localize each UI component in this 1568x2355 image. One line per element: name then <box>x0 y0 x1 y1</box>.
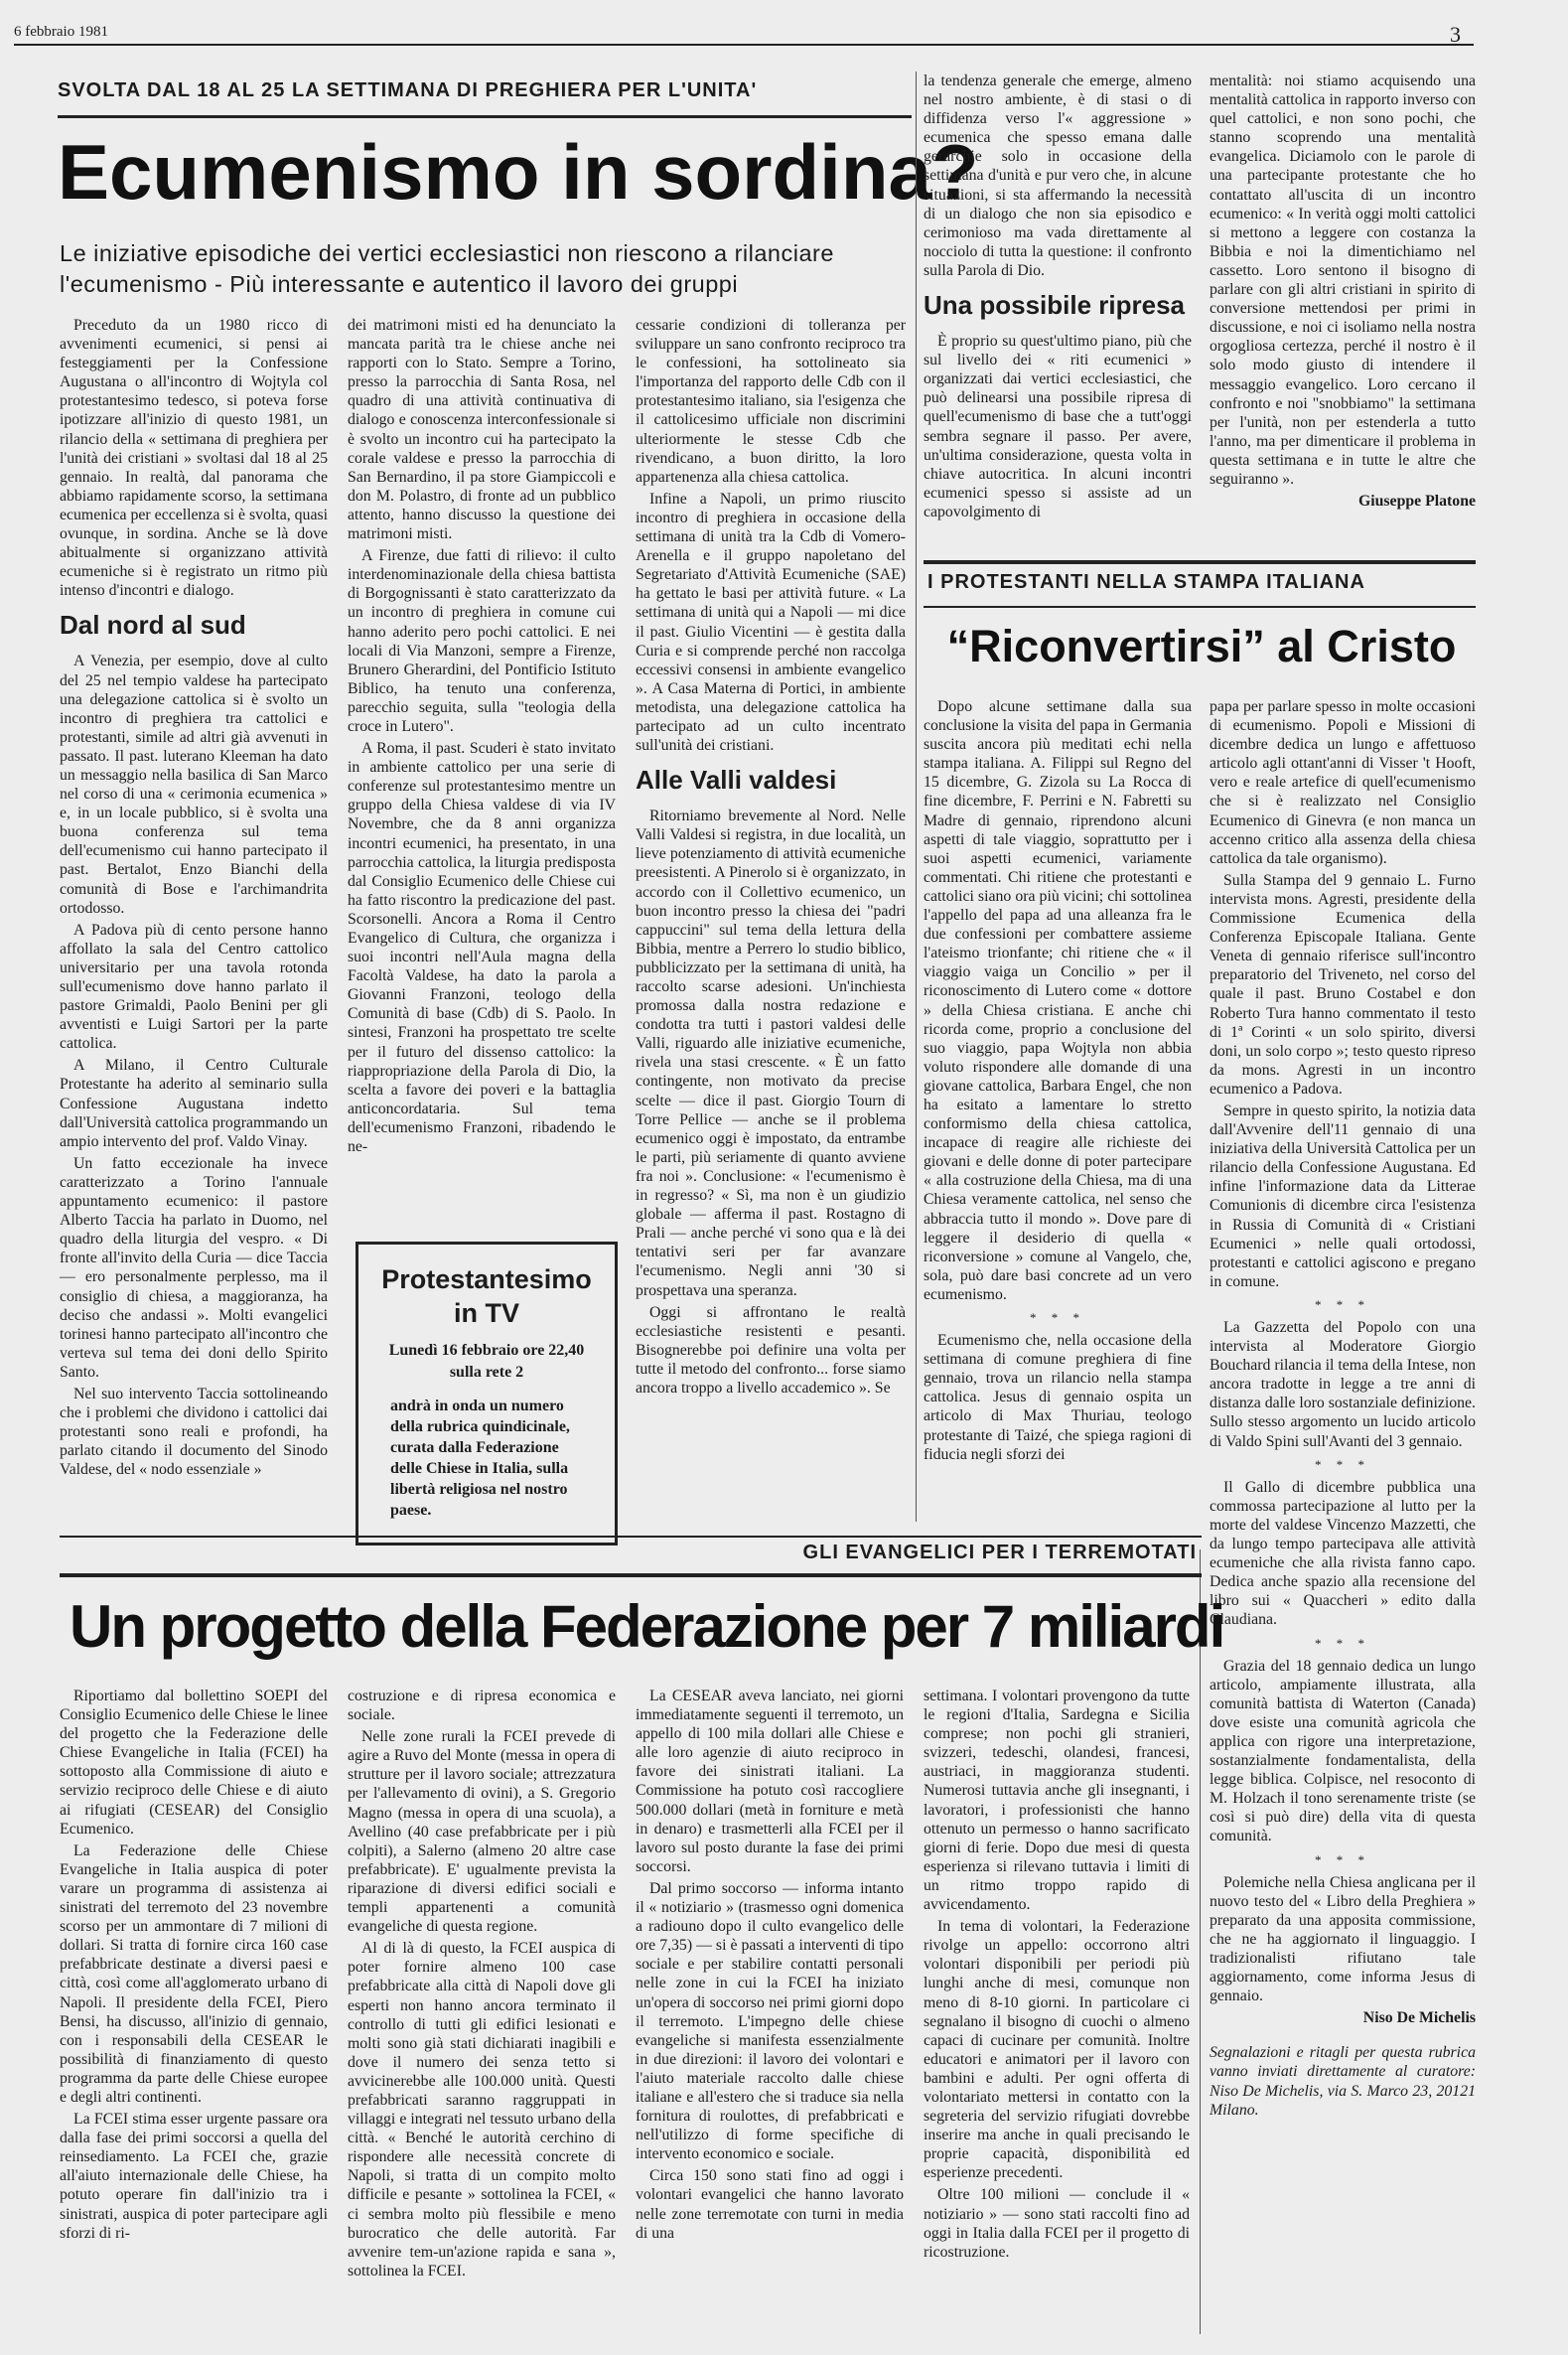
kicker-rule-1 <box>58 115 912 118</box>
paragraph: La CESEAR aveva lanciato, nei giorni immediatamente seguenti il terremoto, un appello di 100 mila dollari alle Chiese e alle loro agenzie di aiuto reciproco in favore dei sinistrati italiani. La Commissione ha potuto così raccogliere 500.000 dollari (metà in forniture e metà in denaro) e trasmetterli alla FCEI per il lavoro sul posto durante la fase dei primi soccorsi. <box>636 1688 904 1875</box>
paragraph: Nelle zone rurali la FCEI prevede di agire a Ruvo del Monte (messa in opera di strutture per il lavoro sociale; attrezzatura per l'allevamento di ovini), a S. Gregorio Magno (messa in opera di una scuola), a Avellino (40 case prefabbricate per i più colpiti), a Salerno (almeno 20 altre case prefabbricate). E' ugualmente prevista la riparazione di diversi edifici sociali e templi appartenenti a comunità evangeliche di questa regione. <box>348 1728 616 1936</box>
paragraph: Sempre in questo spirito, la notizia data dall'Avvenire dell'11 gennaio di una iniziativa della Università Cattolica per un rilancio della Confessione Augustana. Ed infine l'informazione data da Litterae Comunionis di dicembre circa l'esistenza in Russia di Comunità di « Cristiani Ecumenici » nelle quali ortodossi, protestanti e cattolici agiscono e pregano in comune. <box>1210 1102 1477 1290</box>
paragraph: Grazia del 18 gennaio dedica un lungo articolo, ampiamente illustrata, alla comunità battista di Waterton (Canada) dove esiste una comunità agricola che applica con rigore una interpretazione, sostanzialmente fondamentalista, della legge biblica. Colpisce, nel resoconto di M. Holzach il tono serenamente triste (se così si può dire) della vita di questa comunità. <box>1210 1657 1476 1845</box>
subheading: Una possibile ripresa <box>924 290 1185 321</box>
paragraph: Il Gallo di dicembre pubblica una commossa partecipazione al lutto per la morte del valdese Vincenzo Mazzetti, che da lungo tempo partecipava alle attività ecumeniche che alla rivista fanno capo. Dedica anche spazio alla recensione del libro sui « Quaccheri » edito dalla Claudiana. <box>1210 1478 1476 1629</box>
paragraph: Sulla Stampa del 9 gennaio L. Furno intervista mons. Agresti, presidente della Commissione Ecumenica della Conferenza Episcopale Italiana. Gente Veneta di gennaio riferisce sull'incontro preparatorio del Triveneto, nel corso del quale il past. Bruno Costabel e don Roberto Tura hanno commentato il testo di 1ª Corinti « un solo spirito, diversi doni, un solo corpo »; testo questo ripreso da mons. Agresti in un incontro ecumenico a Padova. <box>1210 871 1476 1098</box>
page-date: 6 febbraio 1981 <box>14 24 108 40</box>
paragraph: A Roma, il past. Scuderi è stato invitato in ambiente cattolico per una serie di conferenze sul protestantesimo mentre un gruppo della Chiesa valdese di via IV Novembre, che da 8 anni organizza incontri ecumenici, ha presentato, in una parrocchia cattolica, la liturgia predisposta dal Consiglio Ecumenico delle Chiese cui ha fatto riscontro la predicazione del past. Scorsonelli. Ancora a Roma il Centro Evangelico di Cultura, che organizza i suoi incontri nell'Aula magna della Facoltà Valdese, ha dato la parola a Giovanni Franzoni, teologo della Comunità di base (Cdb) di S. Paolo. In sintesi, Franzoni ha prospettato tre scelte per il futuro del dissenso cattolico: la riappropriazione della Parola di Dio, la scelta a favore dei poveri e la battaglia anticoncordataria. Sul tema dell'ecumenismo Franzoni, ribadendo le ne- <box>348 740 616 1156</box>
paragraph: Infine a Napoli, un primo riuscito incontro di preghiera in occasione della settimana di unità tra la Cdb di Vomero-Arenella e il gruppo napoletano del Segretariato d'Attività Ecumeniche (SAE) ha gettato le basi per attività future. « La settimana di unità qui a Napoli — mi dice il past. Giulio Vicentini — è gestita dalla Curia e si comprende perché non raccolga eccessivi consensi in ambiente evangelico ». A Casa Materna di Portici, in ambiente metodista, una delegazione cattolica ha partecipato ad un culto incentrato sull'unità dei cristiani. <box>636 490 906 755</box>
a3-column-3 <box>636 1687 904 2347</box>
a1-column-2 <box>348 316 616 1319</box>
paragraph: cessarie condizioni di tolleranza per sviluppare un sano confronto reciproco tra le confessioni, ha sottolineato sia l'importanza del rapporto delle Cdb con il protestantesimo italiano, sia l'esigenza che il cattolicesimo ufficiale non discrimini ulteriormente le stesse Cdb che rivendicano, a buon diritto, la loro appartenenza alla chiesa cattolica. <box>636 317 906 486</box>
column-divider <box>1200 1549 1201 2334</box>
page-number: 3 <box>1450 22 1461 47</box>
paragraph: costruzione e di ripresa economica e sociale. <box>348 1688 616 1724</box>
author-signature: Niso De Michelis <box>1362 2009 1476 2027</box>
paragraph: Un fatto eccezionale ha invece caratterizzato a Torino l'annuale appuntamento ecumenico: il pastore Alberto Taccia ha parlato in Duomo, nel quadro della liturgia del vespro. « Di fronte all'invito della Curia — dice Taccia — ero personalmente perplesso, ma il consiglio di chiesa, a maggioranza, ha deciso che andassi ». Molti evangelici torinesi hanno partecipato all'incontro che verteva sul tema dei doni dello Spirito Santo. <box>60 1154 328 1381</box>
section-stars: * * * <box>1315 1296 1370 1312</box>
paragraph: Preceduto da un 1980 ricco di avvenimenti ecumenici, si pensi ai festeggiamenti per la Confessione Augustana o all'incontro di Wojtyla col protestantesimo tedesco, si poteva forse ipotizzare all'inizio di questo 1981, un rilancio della « settimana di preghiera per l'unità dei cristiani » svoltasi dal 18 al 25 gennaio. In realtà, dal panorama che abbiamo rapidamente scorso, la settimana ecumenica per eccellenza si è svolta, quasi ovunque, in sordina. Anche se là dove abitualmente si organizzano attività ecumeniche si è registrato un ritmo più intenso d'incontri e dialogo. <box>60 317 328 600</box>
a1-column-4 <box>924 72 1192 546</box>
deck-ecumenismo: Le iniziative episodiche dei vertici ecclesiastici non riescono a rilanciare l'ecumenismo - Più interessante e autentico il lavoro dei gruppi <box>60 240 834 297</box>
tv-notice-box <box>356 1242 618 1545</box>
kicker-protestanti: I PROTESTANTI NELLA STAMPA ITALIANA <box>927 571 1365 593</box>
subheading: Alle Valli valdesi <box>636 765 837 796</box>
section-stars: * * * <box>1315 1851 1370 1867</box>
editor-note: Segnalazioni e ritagli per questa rubrica vanno inviati direttamente al curatore: Niso De Michelis, via S. Marco 23, 20121 Milano. <box>1210 2044 1476 2119</box>
paragraph: Riportiamo dal bollettino SOEPI del Consiglio Ecumenico delle Chiese le linee del progetto che la Federazione delle Chiese Evangeliche in Italia (FCEI) ha sottoposto alla Commissione di aiuto e servizio reciproco delle Chiese e di aiuto ai rifugiati (CESEAR) del Consiglio Ecumenico. <box>60 1688 328 1838</box>
headline-riconvertirsi: “Riconvertirsi” al Cristo <box>946 621 1457 671</box>
paragraph: A Padova più di cento persone hanno affollato la sala del Centro cattolico universitario per una tavola rotonda sull'ecumenismo dove hanno parlato il pastore Grimaldi, Paolo Benini per gli avventisti e Luigi Sartori per la parte cattolica. <box>60 921 328 1053</box>
section-stars: * * * <box>1315 1635 1370 1651</box>
paragraph: Al di là di questo, la FCEI auspica di poter fornire almeno 100 case prefabbricate alla città di Napoli dove gli esperti non hanno ancora terminato il controllo di tutti gli edifici lesionati e molti sono già stati dichiarati inagibili e dove il numero dei senza tetto si avvicinerebbe alle 100.000 unità. Questi prefabbricati saranno raggruppati in villaggi e integrati nel tessuto urbano della città. « Benché le autorità cerchino di rispondere alle necessità concrete di Napoli, si tratta di un compito molto difficile e pesante » sottolinea la FCEI, « ci sembra molto più flessibile e meno burocratico che delle autorità. Far avvenire tem-un'azione rapida e sana », sottolinea la FCEI. <box>348 1940 616 2280</box>
paragraph: A Firenze, due fatti di rilievo: il culto interdenominazionale della chiesa battista di Borgognissanti è stato caratterizzato da un incontro di preghiera in comune cui hanno aderito pero pochi cattolici. E nei locali di Via Manzoni, sempre a Firenze, Brunero Gherardini, del Pontificio Istituto Biblico, ha tenuto una conferenza, parecchio seguita, sulla "teologia della croce in Lutero". <box>348 547 616 735</box>
subheading: Dal nord al sud <box>60 610 246 641</box>
kicker-rule-3b <box>60 1573 1202 1577</box>
kicker-rule-2b <box>924 606 1476 608</box>
section-stars: * * * <box>1315 1456 1370 1472</box>
paragraph: settimana. I volontari provengono da tutte le regioni d'Italia, Sardegna e Sicilia comprese; non pochi gli stranieri, svizzeri, tedeschi, olandesi, francesi, austriaci, in maggioranza studenti. Numerosi tuttavia anche gli insegnanti, i lavoratori, i professionisti che hanno ottenuto un permesso o hanno sacrificato giorni di ferie. Dopo due mesi di questa esperienza si rilevano tuttavia i limiti di un ritmo troppo rapido di avvicendamento. <box>924 1688 1190 1914</box>
paragraph: Oggi si affrontano le realtà ecclesiastiche resistenti e pesanti. Bisognerebbe poi definire una volta per tutte il metodo del confronto... forse siamo ancora troppo a livello accademico ». Se <box>636 1303 906 1397</box>
paragraph: A Venezia, per esempio, dove al culto del 25 nel tempio valdese ha partecipato una delegazione cattolica si è svolto un incontro di preghiera tra cattolici e protestanti, simile ad altri già avvenuti in passato. Il past. luterano Kleeman ha dato un messaggio nella basilica di San Marco nel corso di una « cerimonia ecumenica » e, in un locale pubblico, si è svolta una buona conferenza sul tema dell'ecumenismo cui hanno partecipato il past. Bertalot, Enzo Bianchi della comunità di Bose e l'archimandrita ortodosso. <box>60 653 328 917</box>
tv-notice-time: Lunedì 16 febbraio ore 22,40 sulla rete 2 <box>388 1342 585 1381</box>
kicker-ecumenismo: SVOLTA DAL 18 AL 25 LA SETTIMANA DI PREGHIERA PER L'UNITA' <box>58 79 758 101</box>
a2-column-2 <box>1210 697 1476 2227</box>
paragraph: A Milano, il Centro Culturale Protestante ha aderito al seminario sulla Confessione Augustana indetto dall'Università cattolica programmando un ampio intervento del prof. Valdo Vinay. <box>60 1057 328 1150</box>
paragraph: Dal primo soccorso — informa intanto il « notiziario » (trasmesso ogni domenica a radiouno dopo il culto evangelico delle ore 7,35) — si è passati a interventi di tipo sociale e per stabilire contatti personali nelle zone in cui la FCEI ha iniziato un'opera di soccorso nei primi giorni dopo il terremoto. L'impegno delle chiese evangeliche si manifesta essenzialmente in due direzioni: il lavoro dei volontari e l'aiuto materiale raccolto dalle chiese italiane e all'estero che si traduce sia nella fornitura di roulottes, di prefabbricati e nell'utilizzo di forme specifiche di intervento economico e sociale. <box>636 1879 904 2163</box>
paragraph: Oltre 100 milioni — conclude il « notiziario » — sono stati raccolti fino ad oggi in Italia dalla FCEI per il progetto di ricostruzione. <box>924 2186 1190 2261</box>
paragraph: La Gazzetta del Popolo con una intervista al Moderatore Giorgio Bouchard rilancia il tema della Intese, non ancora tradotte in legge a tre anni di distanza dalle loro sostanziale definizione. Sullo stesso argomento un lucido articolo di Valdo Spini sull'Avanti del 3 gennaio. <box>1210 1319 1477 1450</box>
a3-column-2 <box>348 1687 616 2347</box>
paragraph: papa per parlare spesso in molte occasioni di ecumenismo. Popoli e Missioni di dicembre dedica un lungo e affettuoso articolo agli ottant'anni di Visser 't Hooft, vero e reale artefice di quell'ecumenismo che si è realizzato nel Consiglio Ecumenico di Ginevra (e non manca un accenno critico alla assenza della chiesa cattolica da tale organismo). <box>1210 698 1476 867</box>
kicker-terremotati: GLI EVANGELICI PER I TERREMOTATI <box>802 1542 1197 1563</box>
paragraph: Nel suo intervento Taccia sottolineando che i problemi che dividono i cattolici dai protestanti sono reali e profondi, ha parlato citando il documento del Sinodo Valdese, del « nodo essenziale » <box>60 1385 328 1479</box>
a1-column-1 <box>60 316 328 1479</box>
headline-progetto: Un progetto della Federazione per 7 miliardi <box>70 1593 1224 1660</box>
a1-column-3 <box>636 316 906 1397</box>
paragraph: mentalità: noi stiamo acquisendo una mentalità cattolica in rapporto inverso con quel cattolici, e non sono pochi, che stanno scoprendo una mentalità evangelica. Diciamolo con le parole di una partecipante protestante che ho contattato all'uscita di un incontro ecumenico: « In verità oggi molti cattolici si mettono a leggere con costanza la Bibbia e noi la dimentichiamo nel cassetto. Loro sentono il bisogno di parlare con gli altri cristiani in spirito di conversione mettendosi per primi in discussione, e noi ci isoliamo nella nostra orgogliosa certezza, perché il nostro è il solo modo giusto di intendere il messaggio evangelico. Loro cercano il confronto e noi "snobbiamo" la settimana per l'unità, non per estenderla a tutto l'anno, ma per dimenticare il problema in questa settimana e in tutte le altre che seguiranno ». <box>1210 73 1476 488</box>
header-rule <box>14 44 1474 46</box>
paragraph: La Federazione delle Chiese Evangeliche in Italia auspica di poter varare un programma di assistenza ai sinistrati del terremoto del 23 novembre scorso per un ammontare di 7 milioni di dollari. Si tratta di fornire circa 160 case prefabbricate destinate a diversi paesi e città, così come all'agglomerato urbano di Napoli. Il presidente della FCEI, Piero Bensi, ha discusso, all'inizio di gennaio, con i responsabili della CESEAR le possibilità di finanziamento di questo programma da parte delle Chiese europee e degli altri continenti. <box>60 1841 328 2106</box>
paragraph: Polemiche nella Chiesa anglicana per il nuovo testo del « Libro della Preghiera » preparato da una apposita commissione, che ne ha aggiornato il linguaggio. I tradizionalisti rifiutano tale aggiornamento, come informa Jesus di gennaio. <box>1210 1873 1476 2005</box>
paragraph: La FCEI stima esser urgente passare ora dalla fase dei primi soccorsi a quella del reinsediamento. La FCEI che, grazie all'aiuto internazionale delle Chiese, ha potuto operare fin dall'inizio tra i sinistrati, auspica di poter partecipare agli sforzi di ri- <box>60 2111 328 2242</box>
section-stars: * * * <box>1030 1310 1085 1325</box>
paragraph: In tema di volontari, la Federazione rivolge un appello: occorrono altri volontari disponibili per periodi più lunghi anche di mesi, comunque non meno di 8-10 giorni. In particolare ci segnalano il bisogno di cuochi o almeno capaci di cucinare per comunità. Inoltre educatori e animatori per il lavoro con bambini e adulti. Per ogni offerta di volontariato mettersi in contatto con la segreteria del servizio rifugiati dovrebbe inserire ma anche in quali precisando le proprie capacità, disponibilità ed esperienze precedenti. <box>924 1918 1190 2182</box>
a3-column-4 <box>924 1687 1190 2347</box>
tv-notice-title: Protestantesimo in TV <box>381 1264 592 1328</box>
paragraph: dei matrimoni misti ed ha denunciato la mancata parità tra le chiese anche nei rapporti con lo Stato. Sempre a Torino, presso la parrocchia di Santa Rosa, nel quadro di una attività continuativa di dialogo e conoscenza interconfessionale si è svolto un incontro cui ha partecipato la corale valdese e presso la parrocchia di San Bernardino, il pa store Giampiccoli e don M. Polastro, di fronte ad un pubblico attento, hanno discusso la questione dei matrimoni misti. <box>348 317 616 543</box>
paragraph: È proprio su quest'ultimo piano, più che sul livello dei « riti ecumenici » organizzati dai vertici ecclesiastici, che può delinearsi una possibile ripresa di quell'ecumenismo di base che a tutt'oggi sembra segnare il passo. Per avere, un'ultima considerazione, questa volta in chiave autocritica. In alcuni incontri ecumenici spesso si assiste ad un capovolgimento di <box>924 333 1192 520</box>
paragraph: Ecumenismo che, nella occasione della settimana di comune preghiera di fine gennaio, trova un rilancio nella stampa cattolica. Jesus di gennaio ospita un articolo di Max Thuriau, teologo protestante di Taizé, che spiega ragioni di fiducia negli sforzi dei <box>924 1332 1192 1463</box>
paragraph: la tendenza generale che emerge, almeno nel nostro ambiente, è di stasi o di diffidenza verso l'« aggressione » ecumenica che spesso emana dalle gerarchie solo in occasione della settimana d'unità e pur vero che, in alcune situazioni, si sta affermando la necessità di un dialogo che non sia episodico e cerimonioso ma vada direttamente al nocciolo di tutta la questione: il confronto sulla Parola di Dio. <box>924 73 1192 279</box>
headline-ecumenismo: Ecumenismo in sordina? <box>58 128 979 216</box>
paragraph: Ritorniamo brevemente al Nord. Nelle Valli Valdesi si registra, in due località, un lieve potenziamento di attività ecumeniche preesistenti. A Pinerolo si è organizzato, in accordo con il Collettivo ecumenico, un buon incontro presso la chiesa dei "padri cappuccini" sul tema della lettura della Bibbia, mentre a Perrero lo studio biblico, pubblicizzato per la settimana di unità, ha raccolto scarse adesioni. Un'inchiesta promossa dalla nostra redazione e condotta tra tutti i pastori valdesi delle Valli, riguardo alle iniziative ecumeniche, rivela una stasi crescente. « È un fatto contingente, non motivato da precise scelte — dice il past. Giorgio Tourn di Torre Pellice — anche se il problema ecumenico oggi è impostato, da entrambe le parti, più seriamente di quanto avviene fra noi ». Conclusione: « l'ecumenismo è in regresso? « Sì, ma non è un giudizio globale — afferma il past. Rostagno di Prali — anche perché vi sono qua e là dei tentativi seri per far avanzare l'ecumenismo. Negli anni '30 si prospettava una speranza. <box>636 808 906 1299</box>
a2-column-1 <box>924 697 1192 1586</box>
tv-notice-body: andrà in onda un numero della rubrica quindicinale, curata dalla Federazione delle Chiese in Italia, sulla libertà religiosa nel nostro paese. <box>390 1398 570 1519</box>
a3-column-1 <box>60 1687 328 2347</box>
paragraph: Dopo alcune settimane dalla sua conclusione la visita del papa in Germania suscita ancora più meditati echi nella stampa italiana. A. Filippi sul Regno del 15 dicembre, G. Zizola su La Rocca di fine dicembre, F. Perrini e N. Fabretti su Madre di gennaio, riprendono alcuni aspetti di tale viaggio, soprattutto per i suoi aspetti ecumenici, variamente commentati. Chi ritiene che protestanti e cattolici siano ora più vicini; chi sottolinea l'appello del papa ad una alleanza fra le due confessioni per combattere assieme l'ateismo trionfante; chi ritiene che « il viaggio vaiga un Concilio » per il riconoscimento di Lutero come « dottore » della Chiesa cristiana. E anche chi ricorda come, proprio a conclusione del suo viaggio, papa Wojtyla non abbia voluto rispondere alle domande di una giovane cattolica, Barbara Engel, che non ha esitato a lamentare lo stretto conformismo della chiesa cattolica, incapace di reagire alle richieste dei giovani e delle donne di poter partecipare « alla costruzione della Chiesa, ma di una Chiesa veramente cattolica, nel senso che abbraccia tutto il mondo ». Dove pare di leggere il desiderio di quella « riconversione » comune al Vangelo, che, sola, può dare basi concrete ad un vero ecumenismo. <box>924 698 1192 1303</box>
paragraph: Circa 150 sono stati fino ad oggi i volontari evangelici che hanno lavorato nelle zone terremotate con turni in media di una <box>636 2167 904 2242</box>
column-divider <box>916 72 917 1522</box>
author-signature: Giuseppe Platone <box>1357 493 1476 511</box>
a1-column-5 <box>1210 72 1476 578</box>
